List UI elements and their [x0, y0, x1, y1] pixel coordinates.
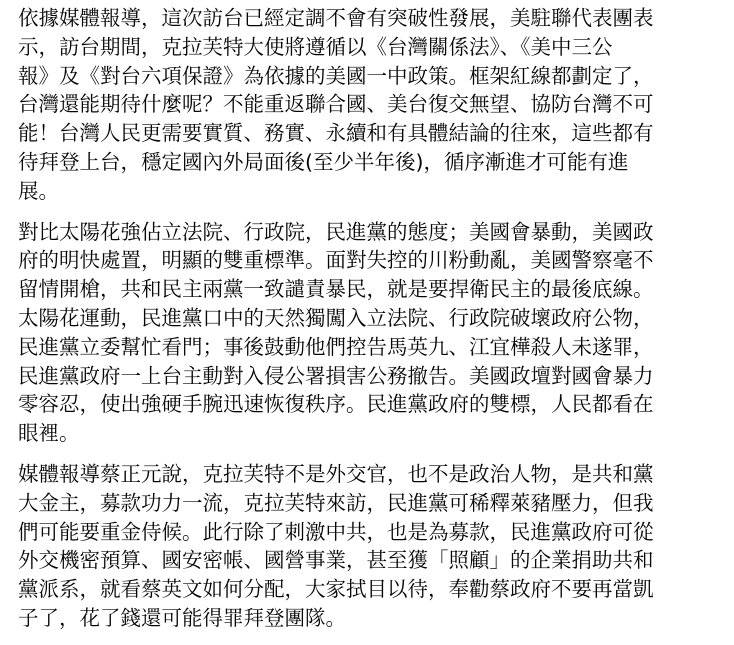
text-line: 眼裡。 [18, 421, 80, 446]
text-line: 台灣還能期待什麼呢？不能重返聯合國、美台復交無望、協防台灣不可 [18, 92, 654, 117]
text-line: 媒體報導蔡正元說，克拉芙特不是外交官，也不是政治人物，是共和黨 [18, 461, 654, 486]
text-line: 報》及《對台六項保證》為依據的美國一中政策。框架紅線都劃定了， [18, 63, 654, 88]
article-body [18, 4, 718, 645]
text-line: 零容忍，使出強硬手腕迅速恢復秩序。民進黨政府的雙標，人民都看在 [18, 392, 654, 417]
text-line: 能！台灣人民更需要實質、務實、永續和有具體結論的往來，這些都有 [18, 121, 654, 146]
text-line: 大金主，募款功力一流，克拉芙特來訪，民進黨可稀釋萊豬壓力，但我 [18, 490, 654, 515]
text-line: 們可能要重金侍候。此行除了刺激中共，也是為募款，民進黨政府可從 [18, 519, 654, 544]
text-line: 太陽花運動，民進黨口中的天然獨闖入立法院、行政院破壞政府公物， [18, 305, 654, 330]
text-line: 民進黨立委幫忙看門；事後鼓動他們控告馬英九、江宜樺殺人未遂罪， [18, 334, 654, 359]
paragraph-2 [18, 218, 718, 448]
text-line: 民進黨政府一上台主動對入侵公署損害公務撤告。美國政壇對國會暴力 [18, 363, 654, 388]
text-line: 黨派系，就看蔡英文如何分配，大家拭目以待，奉勸蔡政府不要再當凱 [18, 577, 654, 602]
paragraph-3 [18, 460, 718, 633]
text-line: 留情開槍，共和民主兩黨一致譴責暴民，就是要捍衛民主的最後底線。 [18, 277, 654, 302]
text-line: 子了，花了錢還可能得罪拜登團隊。 [18, 605, 346, 630]
text-line: 外交機密預算、國安密帳、國營事業，甚至獲「照顧」的企業捐助共和 [18, 548, 654, 573]
paragraph-1 [18, 4, 718, 206]
text-line: 對比太陽花強佔立法院、行政院，民進黨的態度；美國會暴動，美國政 [18, 219, 654, 244]
text-line: 府的明快處置，明顯的雙重標準。面對失控的川粉動亂，美國警察毫不 [18, 248, 654, 273]
text-line: 待拜登上台，穩定國內外局面後(至少半年後)，循序漸進才可能有進 [18, 149, 629, 174]
text-line: 示，訪台期間，克拉芙特大使將遵循以《台灣關係法》、《美中三公 [18, 34, 613, 59]
text-line: 展。 [18, 178, 59, 203]
text-line: 依據媒體報導，這次訪台已經定調不會有突破性發展，美駐聯代表團表 [18, 6, 654, 30]
